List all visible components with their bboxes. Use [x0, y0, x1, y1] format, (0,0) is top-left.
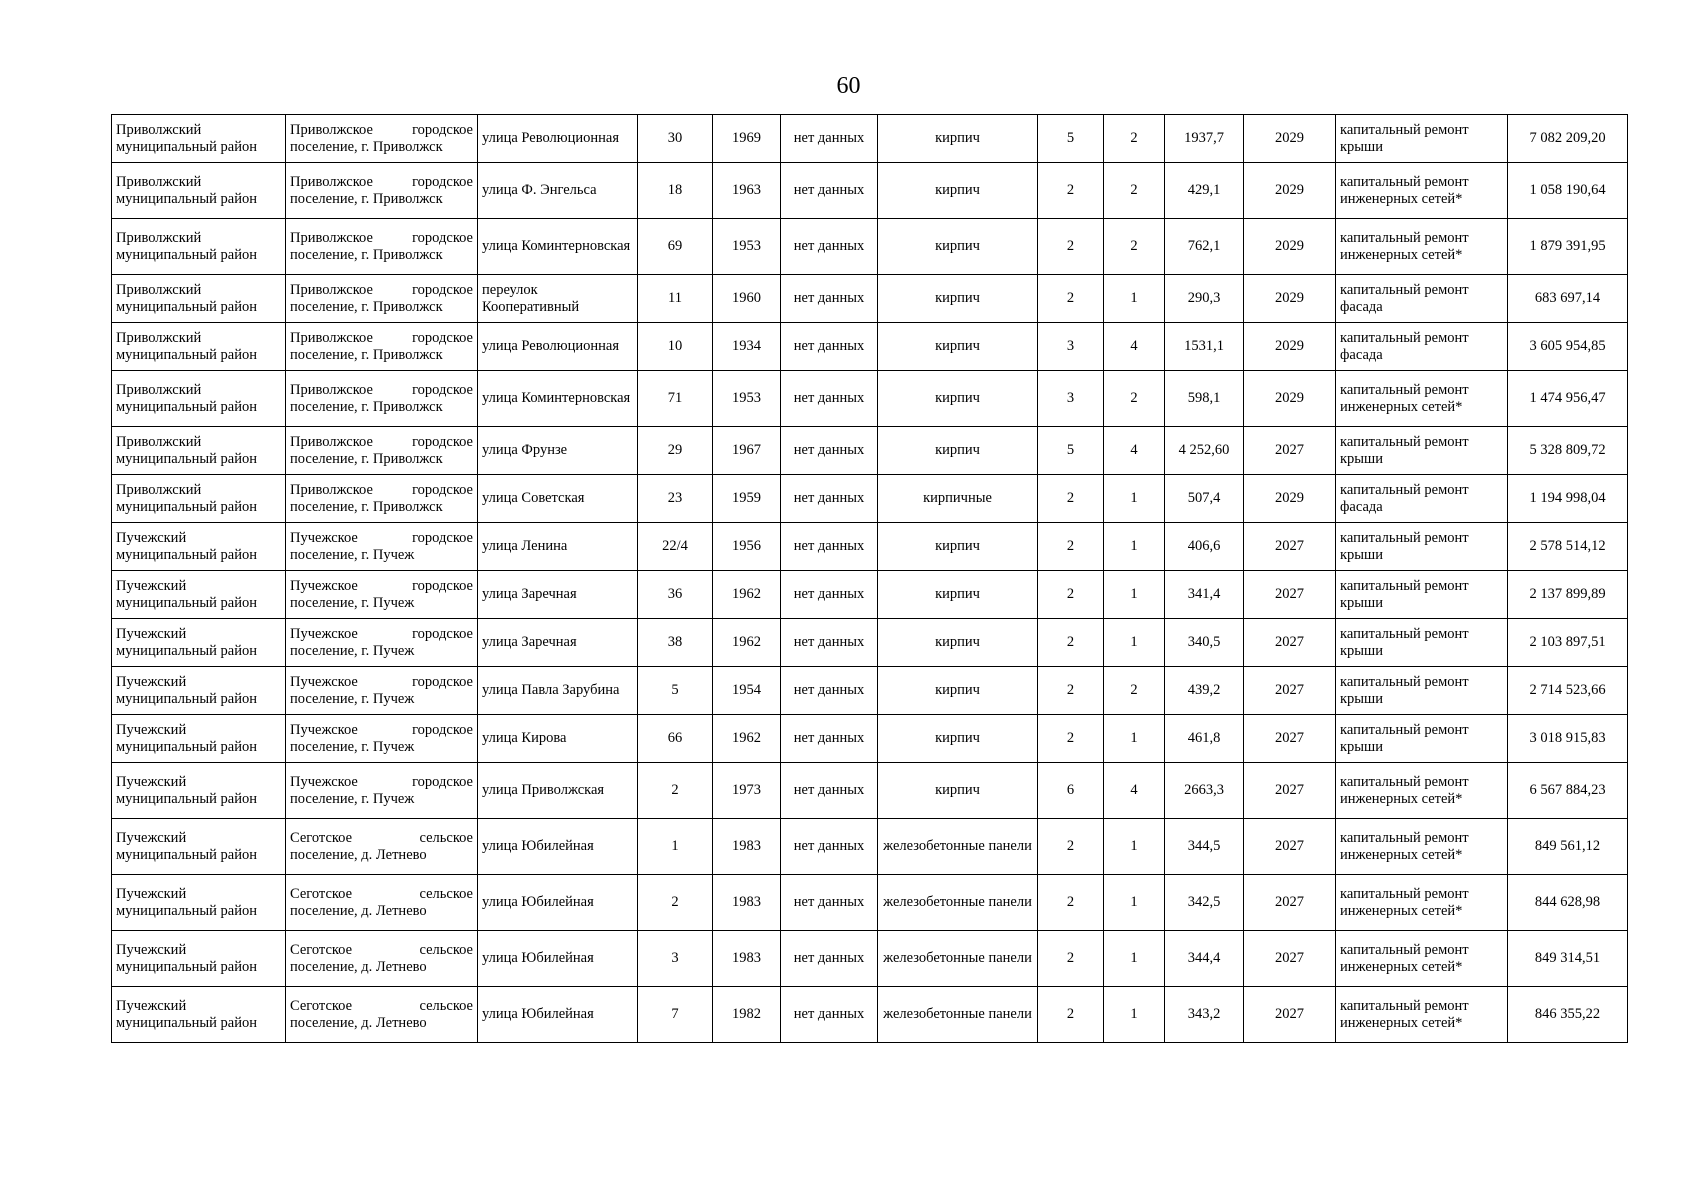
wall-material-cell: кирпич: [878, 763, 1038, 819]
municipal-district-cell: Пучежский муниципальный район: [112, 523, 286, 571]
no-data-cell: нет данных: [781, 163, 878, 219]
house-number-cell: 22/4: [638, 523, 713, 571]
area-cell: 340,5: [1165, 619, 1244, 667]
house-number-cell: 36: [638, 571, 713, 619]
construction-year-cell: 1960: [713, 275, 781, 323]
municipal-district-cell: Пучежский муниципальный район: [112, 987, 286, 1043]
repair-cost-cell: 6 567 884,23: [1508, 763, 1628, 819]
no-data-cell: нет данных: [781, 667, 878, 715]
planned-year-cell: 2029: [1244, 163, 1336, 219]
construction-year-cell: 1956: [713, 523, 781, 571]
settlement-cell: Приволжское городское поселение, г. Приволжск: [286, 371, 478, 427]
settlement-cell: Сеготское сельское поселение, д. Летнево: [286, 819, 478, 875]
planned-year-cell: 2029: [1244, 323, 1336, 371]
repair-work-cell: капитальный ремонт крыши: [1336, 715, 1508, 763]
table-row: [112, 523, 1628, 571]
settlement-cell: Приволжское городское поселение, г. Приволжск: [286, 323, 478, 371]
repair-work-cell: капитальный ремонт крыши: [1336, 571, 1508, 619]
planned-year-cell: 2027: [1244, 667, 1336, 715]
repair-cost-cell: 2 714 523,66: [1508, 667, 1628, 715]
repair-work-cell: капитальный ремонт крыши: [1336, 523, 1508, 571]
construction-year-cell: 1963: [713, 163, 781, 219]
street-cell: улица Фрунзе: [478, 427, 638, 475]
repair-work-cell: капитальный ремонт фасада: [1336, 323, 1508, 371]
entrances-cell: 1: [1104, 819, 1165, 875]
settlement-cell: Приволжское городское поселение, г. Приволжск: [286, 163, 478, 219]
entrances-cell: 1: [1104, 987, 1165, 1043]
planned-year-cell: 2027: [1244, 987, 1336, 1043]
planned-year-cell: 2027: [1244, 819, 1336, 875]
repair-work-cell: капитальный ремонт фасада: [1336, 275, 1508, 323]
street-cell: улица Заречная: [478, 619, 638, 667]
street-cell: улица Заречная: [478, 571, 638, 619]
house-number-cell: 38: [638, 619, 713, 667]
entrances-cell: 2: [1104, 667, 1165, 715]
planned-year-cell: 2029: [1244, 115, 1336, 163]
floors-cell: 2: [1038, 667, 1104, 715]
construction-year-cell: 1953: [713, 371, 781, 427]
area-cell: 2663,3: [1165, 763, 1244, 819]
wall-material-cell: железобетонные панели: [878, 987, 1038, 1043]
planned-year-cell: 2027: [1244, 523, 1336, 571]
settlement-cell: Приволжское городское поселение, г. Приволжск: [286, 427, 478, 475]
wall-material-cell: железобетонные панели: [878, 931, 1038, 987]
repair-cost-cell: 844 628,98: [1508, 875, 1628, 931]
floors-cell: 2: [1038, 819, 1104, 875]
housing-repair-table: [111, 114, 1628, 1043]
repair-work-cell: капитальный ремонт инженерных сетей*: [1336, 163, 1508, 219]
repair-cost-cell: 1 194 998,04: [1508, 475, 1628, 523]
house-number-cell: 2: [638, 875, 713, 931]
planned-year-cell: 2027: [1244, 763, 1336, 819]
wall-material-cell: кирпич: [878, 275, 1038, 323]
wall-material-cell: кирпич: [878, 571, 1038, 619]
entrances-cell: 2: [1104, 219, 1165, 275]
no-data-cell: нет данных: [781, 523, 878, 571]
wall-material-cell: кирпич: [878, 323, 1038, 371]
municipal-district-cell: Приволжский муниципальный район: [112, 275, 286, 323]
no-data-cell: нет данных: [781, 115, 878, 163]
table-row: [112, 819, 1628, 875]
street-cell: улица Советская: [478, 475, 638, 523]
construction-year-cell: 1953: [713, 219, 781, 275]
floors-cell: 3: [1038, 323, 1104, 371]
repair-cost-cell: 1 058 190,64: [1508, 163, 1628, 219]
floors-cell: 2: [1038, 523, 1104, 571]
page-number: 60: [836, 73, 861, 99]
house-number-cell: 2: [638, 763, 713, 819]
entrances-cell: 2: [1104, 163, 1165, 219]
no-data-cell: нет данных: [781, 763, 878, 819]
municipal-district-cell: Пучежский муниципальный район: [112, 931, 286, 987]
table-row: [112, 371, 1628, 427]
house-number-cell: 18: [638, 163, 713, 219]
municipal-district-cell: Пучежский муниципальный район: [112, 571, 286, 619]
planned-year-cell: 2027: [1244, 715, 1336, 763]
planned-year-cell: 2029: [1244, 275, 1336, 323]
street-cell: улица Юбилейная: [478, 875, 638, 931]
repair-work-cell: капитальный ремонт инженерных сетей*: [1336, 987, 1508, 1043]
no-data-cell: нет данных: [781, 715, 878, 763]
street-cell: улица Революционная: [478, 115, 638, 163]
planned-year-cell: 2029: [1244, 219, 1336, 275]
municipal-district-cell: Приволжский муниципальный район: [112, 323, 286, 371]
planned-year-cell: 2027: [1244, 875, 1336, 931]
repair-cost-cell: 1 879 391,95: [1508, 219, 1628, 275]
table-row: [112, 571, 1628, 619]
settlement-cell: Сеготское сельское поселение, д. Летнево: [286, 987, 478, 1043]
wall-material-cell: кирпич: [878, 427, 1038, 475]
planned-year-cell: 2029: [1244, 371, 1336, 427]
no-data-cell: нет данных: [781, 323, 878, 371]
repair-cost-cell: 849 314,51: [1508, 931, 1628, 987]
settlement-cell: Пучежское городское поселение, г. Пучеж: [286, 571, 478, 619]
repair-cost-cell: 7 082 209,20: [1508, 115, 1628, 163]
settlement-cell: Приволжское городское поселение, г. Приволжск: [286, 475, 478, 523]
repair-work-cell: капитальный ремонт инженерных сетей*: [1336, 931, 1508, 987]
table-row: [112, 931, 1628, 987]
entrances-cell: 1: [1104, 875, 1165, 931]
wall-material-cell: кирпич: [878, 219, 1038, 275]
area-cell: 290,3: [1165, 275, 1244, 323]
street-cell: переулок Кооперативный: [478, 275, 638, 323]
planned-year-cell: 2027: [1244, 571, 1336, 619]
repair-cost-cell: 5 328 809,72: [1508, 427, 1628, 475]
municipal-district-cell: Приволжский муниципальный район: [112, 163, 286, 219]
wall-material-cell: кирпич: [878, 163, 1038, 219]
wall-material-cell: кирпич: [878, 619, 1038, 667]
area-cell: 439,2: [1165, 667, 1244, 715]
construction-year-cell: 1962: [713, 619, 781, 667]
entrances-cell: 1: [1104, 619, 1165, 667]
entrances-cell: 1: [1104, 275, 1165, 323]
wall-material-cell: кирпич: [878, 371, 1038, 427]
area-cell: 343,2: [1165, 987, 1244, 1043]
wall-material-cell: кирпич: [878, 115, 1038, 163]
floors-cell: 2: [1038, 219, 1104, 275]
wall-material-cell: кирпич: [878, 667, 1038, 715]
construction-year-cell: 1962: [713, 715, 781, 763]
floors-cell: 2: [1038, 275, 1104, 323]
no-data-cell: нет данных: [781, 219, 878, 275]
table-row: [112, 667, 1628, 715]
municipal-district-cell: Приволжский муниципальный район: [112, 219, 286, 275]
repair-cost-cell: 3 018 915,83: [1508, 715, 1628, 763]
repair-cost-cell: 849 561,12: [1508, 819, 1628, 875]
table-row: [112, 875, 1628, 931]
settlement-cell: Пучежское городское поселение, г. Пучеж: [286, 667, 478, 715]
construction-year-cell: 1973: [713, 763, 781, 819]
table-row: [112, 763, 1628, 819]
construction-year-cell: 1983: [713, 819, 781, 875]
table-row: [112, 715, 1628, 763]
street-cell: улица Приволжская: [478, 763, 638, 819]
repair-cost-cell: 683 697,14: [1508, 275, 1628, 323]
wall-material-cell: железобетонные панели: [878, 819, 1038, 875]
table-row: [112, 115, 1628, 163]
floors-cell: 2: [1038, 875, 1104, 931]
house-number-cell: 7: [638, 987, 713, 1043]
area-cell: 344,4: [1165, 931, 1244, 987]
municipal-district-cell: Приволжский муниципальный район: [112, 371, 286, 427]
floors-cell: 6: [1038, 763, 1104, 819]
area-cell: 4 252,60: [1165, 427, 1244, 475]
repair-work-cell: капитальный ремонт инженерных сетей*: [1336, 219, 1508, 275]
entrances-cell: 1: [1104, 571, 1165, 619]
repair-cost-cell: 2 103 897,51: [1508, 619, 1628, 667]
settlement-cell: Пучежское городское поселение, г. Пучеж: [286, 763, 478, 819]
street-cell: улица Юбилейная: [478, 931, 638, 987]
wall-material-cell: железобетонные панели: [878, 875, 1038, 931]
entrances-cell: 1: [1104, 475, 1165, 523]
area-cell: 344,5: [1165, 819, 1244, 875]
table-row: [112, 475, 1628, 523]
settlement-cell: Пучежское городское поселение, г. Пучеж: [286, 619, 478, 667]
wall-material-cell: кирпичные: [878, 475, 1038, 523]
construction-year-cell: 1982: [713, 987, 781, 1043]
no-data-cell: нет данных: [781, 475, 878, 523]
house-number-cell: 30: [638, 115, 713, 163]
settlement-cell: Сеготское сельское поселение, д. Летнево: [286, 875, 478, 931]
table-row: [112, 427, 1628, 475]
no-data-cell: нет данных: [781, 275, 878, 323]
municipal-district-cell: Пучежский муниципальный район: [112, 763, 286, 819]
construction-year-cell: 1983: [713, 931, 781, 987]
entrances-cell: 4: [1104, 763, 1165, 819]
table-row: [112, 219, 1628, 275]
house-number-cell: 23: [638, 475, 713, 523]
area-cell: 507,4: [1165, 475, 1244, 523]
street-cell: улица Ленина: [478, 523, 638, 571]
area-cell: 406,6: [1165, 523, 1244, 571]
area-cell: 341,4: [1165, 571, 1244, 619]
area-cell: 1937,7: [1165, 115, 1244, 163]
entrances-cell: 1: [1104, 931, 1165, 987]
municipal-district-cell: Пучежский муниципальный район: [112, 819, 286, 875]
area-cell: 429,1: [1165, 163, 1244, 219]
street-cell: улица Коминтерновская: [478, 371, 638, 427]
area-cell: 342,5: [1165, 875, 1244, 931]
repair-work-cell: капитальный ремонт инженерных сетей*: [1336, 819, 1508, 875]
municipal-district-cell: Пучежский муниципальный район: [112, 875, 286, 931]
municipal-district-cell: Приволжский муниципальный район: [112, 427, 286, 475]
repair-cost-cell: 2 578 514,12: [1508, 523, 1628, 571]
no-data-cell: нет данных: [781, 875, 878, 931]
repair-cost-cell: 846 355,22: [1508, 987, 1628, 1043]
settlement-cell: Сеготское сельское поселение, д. Летнево: [286, 931, 478, 987]
construction-year-cell: 1934: [713, 323, 781, 371]
construction-year-cell: 1983: [713, 875, 781, 931]
area-cell: 598,1: [1165, 371, 1244, 427]
wall-material-cell: кирпич: [878, 523, 1038, 571]
entrances-cell: 4: [1104, 427, 1165, 475]
settlement-cell: Приволжское городское поселение, г. Приволжск: [286, 275, 478, 323]
construction-year-cell: 1967: [713, 427, 781, 475]
repair-work-cell: капитальный ремонт инженерных сетей*: [1336, 875, 1508, 931]
house-number-cell: 3: [638, 931, 713, 987]
table-row: [112, 619, 1628, 667]
settlement-cell: Приволжское городское поселение, г. Приволжск: [286, 115, 478, 163]
floors-cell: 2: [1038, 475, 1104, 523]
house-number-cell: 29: [638, 427, 713, 475]
entrances-cell: 1: [1104, 523, 1165, 571]
construction-year-cell: 1962: [713, 571, 781, 619]
repair-cost-cell: 1 474 956,47: [1508, 371, 1628, 427]
entrances-cell: 1: [1104, 715, 1165, 763]
wall-material-cell: кирпич: [878, 715, 1038, 763]
floors-cell: 2: [1038, 619, 1104, 667]
house-number-cell: 10: [638, 323, 713, 371]
floors-cell: 3: [1038, 371, 1104, 427]
entrances-cell: 2: [1104, 115, 1165, 163]
street-cell: улица Коминтерновская: [478, 219, 638, 275]
construction-year-cell: 1959: [713, 475, 781, 523]
street-cell: улица Революционная: [478, 323, 638, 371]
floors-cell: 2: [1038, 163, 1104, 219]
floors-cell: 2: [1038, 931, 1104, 987]
house-number-cell: 5: [638, 667, 713, 715]
table-row: [112, 275, 1628, 323]
municipal-district-cell: Пучежский муниципальный район: [112, 715, 286, 763]
settlement-cell: Пучежское городское поселение, г. Пучеж: [286, 715, 478, 763]
repair-work-cell: капитальный ремонт крыши: [1336, 427, 1508, 475]
entrances-cell: 2: [1104, 371, 1165, 427]
no-data-cell: нет данных: [781, 819, 878, 875]
house-number-cell: 66: [638, 715, 713, 763]
repair-work-cell: капитальный ремонт инженерных сетей*: [1336, 371, 1508, 427]
street-cell: улица Кирова: [478, 715, 638, 763]
floors-cell: 2: [1038, 571, 1104, 619]
no-data-cell: нет данных: [781, 571, 878, 619]
planned-year-cell: 2027: [1244, 619, 1336, 667]
no-data-cell: нет данных: [781, 371, 878, 427]
entrances-cell: 4: [1104, 323, 1165, 371]
house-number-cell: 69: [638, 219, 713, 275]
planned-year-cell: 2027: [1244, 931, 1336, 987]
repair-work-cell: капитальный ремонт инженерных сетей*: [1336, 763, 1508, 819]
street-cell: улица Юбилейная: [478, 987, 638, 1043]
floors-cell: 2: [1038, 987, 1104, 1043]
area-cell: 461,8: [1165, 715, 1244, 763]
repair-cost-cell: 3 605 954,85: [1508, 323, 1628, 371]
floors-cell: 5: [1038, 115, 1104, 163]
municipal-district-cell: Пучежский муниципальный район: [112, 667, 286, 715]
house-number-cell: 1: [638, 819, 713, 875]
table-row: [112, 987, 1628, 1043]
repair-work-cell: капитальный ремонт крыши: [1336, 667, 1508, 715]
planned-year-cell: 2029: [1244, 475, 1336, 523]
settlement-cell: Пучежское городское поселение, г. Пучеж: [286, 523, 478, 571]
municipal-district-cell: Приволжский муниципальный район: [112, 475, 286, 523]
repair-work-cell: капитальный ремонт крыши: [1336, 115, 1508, 163]
area-cell: 762,1: [1165, 219, 1244, 275]
construction-year-cell: 1969: [713, 115, 781, 163]
table-row: [112, 323, 1628, 371]
repair-work-cell: капитальный ремонт крыши: [1336, 619, 1508, 667]
construction-year-cell: 1954: [713, 667, 781, 715]
house-number-cell: 11: [638, 275, 713, 323]
repair-work-cell: капитальный ремонт фасада: [1336, 475, 1508, 523]
table-row: [112, 163, 1628, 219]
no-data-cell: нет данных: [781, 427, 878, 475]
repair-cost-cell: 2 137 899,89: [1508, 571, 1628, 619]
floors-cell: 5: [1038, 427, 1104, 475]
street-cell: улица Юбилейная: [478, 819, 638, 875]
municipal-district-cell: Приволжский муниципальный район: [112, 115, 286, 163]
no-data-cell: нет данных: [781, 931, 878, 987]
settlement-cell: Приволжское городское поселение, г. Приволжск: [286, 219, 478, 275]
planned-year-cell: 2027: [1244, 427, 1336, 475]
municipal-district-cell: Пучежский муниципальный район: [112, 619, 286, 667]
no-data-cell: нет данных: [781, 987, 878, 1043]
no-data-cell: нет данных: [781, 619, 878, 667]
street-cell: улица Ф. Энгельса: [478, 163, 638, 219]
area-cell: 1531,1: [1165, 323, 1244, 371]
street-cell: улица Павла Зарубина: [478, 667, 638, 715]
house-number-cell: 71: [638, 371, 713, 427]
floors-cell: 2: [1038, 715, 1104, 763]
